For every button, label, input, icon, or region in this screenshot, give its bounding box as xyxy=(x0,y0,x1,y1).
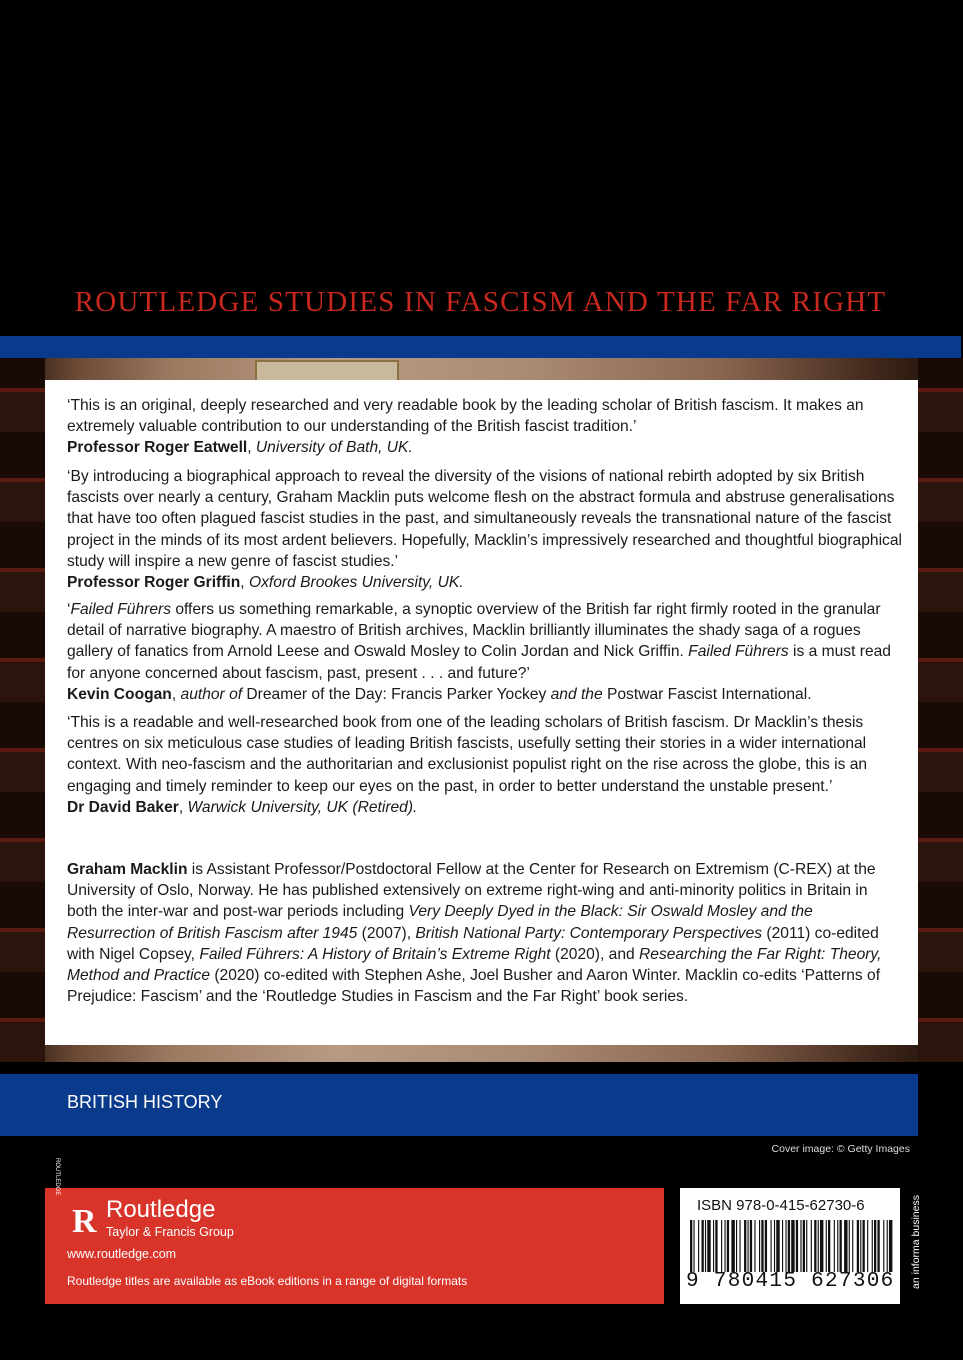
barcode xyxy=(690,1220,890,1272)
barcode-bar xyxy=(754,1220,755,1272)
barcode-bar xyxy=(707,1220,710,1272)
bookshelf-left xyxy=(0,358,45,1062)
barcode-bar xyxy=(844,1220,847,1272)
quote-attribution: Professor Roger Griffin, Oxford Brookes University, UK. xyxy=(67,574,464,592)
barcode-bar xyxy=(705,1220,706,1272)
barcode-bar xyxy=(739,1220,740,1272)
barcode-bar xyxy=(725,1220,726,1272)
barcode-bar xyxy=(803,1220,805,1272)
barcode-bar xyxy=(860,1220,861,1272)
barcode-bar xyxy=(872,1220,873,1272)
barcode-bar xyxy=(852,1220,853,1272)
barcode-bar xyxy=(713,1220,714,1272)
informa-tag xyxy=(906,1188,926,1304)
quote-affiliation: University of Bath, UK. xyxy=(255,439,413,457)
barcode-bar xyxy=(800,1220,801,1272)
barcode-bar xyxy=(698,1220,699,1272)
quote-name: Kevin Coogan xyxy=(67,685,172,703)
barcode-bar xyxy=(721,1220,722,1272)
endorsement-3 xyxy=(67,599,902,705)
barcode-bar xyxy=(693,1220,694,1272)
barcode-bar xyxy=(774,1220,775,1272)
barcode-bar xyxy=(828,1220,830,1272)
quote-attribution: Kevin Coogan, author of Dreamer of the Day: Francis Parker Yockey and the Postwar Fascist International. xyxy=(67,685,812,703)
quote-name: Professor Roger Griffin xyxy=(67,574,241,592)
barcode-bar xyxy=(889,1220,892,1272)
barcode-bar xyxy=(867,1220,868,1272)
barcode-bar xyxy=(840,1220,842,1272)
isbn-label: ISBN 978-0-415-62730-6 xyxy=(697,1197,865,1214)
barcode-bar xyxy=(849,1220,850,1272)
endorsement-4 xyxy=(67,712,902,818)
barcode-bar xyxy=(702,1220,704,1272)
quote-affiliation: Warwick University, UK (Retired). xyxy=(187,798,418,816)
barcode-bar xyxy=(727,1220,729,1272)
svg-text:R: R xyxy=(72,1203,97,1240)
quote-affiliation: Oxford Brookes University, UK. xyxy=(248,574,464,592)
quote-text: ‘By introducing a biographical approach to reveal the diversity of the visions of national rebirth adopted by six British fascists over nearly a century, Graham Macklin puts welcome flesh on the abstract formula and abstruse generalisations that have too often plagued fascist studies in the past, and simultaneously reveals the transnational nature of the fascist project in the minds of its most ardent believers. Hopefully, Macklin’s impressively researched and thoughtful biographical study will inspire a new genre of fascist studies.’ xyxy=(67,468,902,570)
quote-name: Professor Roger Eatwell xyxy=(67,439,248,457)
barcode-bar xyxy=(744,1220,746,1272)
barcode-bar xyxy=(834,1220,835,1272)
barcode-bar xyxy=(820,1220,823,1272)
barcode-bar xyxy=(887,1220,888,1272)
top-blue-band xyxy=(0,336,961,358)
author-name: Graham Macklin xyxy=(67,861,188,878)
barcode-bar xyxy=(791,1220,794,1272)
barcode-bar xyxy=(761,1220,763,1272)
barcode-bar xyxy=(863,1220,865,1272)
barcode-bar xyxy=(750,1220,752,1272)
barcode-bar xyxy=(837,1220,838,1272)
barcode-bar xyxy=(818,1220,819,1272)
barcode-bar xyxy=(759,1220,760,1272)
barcode-bar xyxy=(782,1220,783,1272)
quote-attribution: Professor Roger Eatwell, University of Bath, UK. xyxy=(67,439,413,457)
barcode-bar xyxy=(877,1220,879,1272)
subject-category: BRITISH HISTORY xyxy=(67,1092,223,1112)
barcode-bar xyxy=(806,1220,807,1272)
routledge-logo-icon xyxy=(54,1158,98,1242)
quote-attribution: Dr David Baker, Warwick University, UK (Retired). xyxy=(67,798,418,816)
barcode-bar xyxy=(874,1220,876,1272)
quote-name: Dr David Baker xyxy=(67,798,179,816)
barcode-bar xyxy=(814,1220,816,1272)
barcode-bar xyxy=(765,1220,767,1272)
barcode-bar xyxy=(715,1220,717,1272)
barcode-bar xyxy=(826,1220,827,1272)
barcode-bar xyxy=(811,1220,812,1272)
endorsements-panel xyxy=(45,380,918,1045)
barcode-bar xyxy=(771,1220,772,1272)
informa-text: an informa business xyxy=(910,1195,922,1289)
barcode-bar xyxy=(883,1220,884,1272)
barcode-bar xyxy=(690,1220,692,1272)
quote-text: ‘This is a readable and well-researched book from one of the leading scholars of British fascism. Dr Macklin’s thesis centres on six meticulous case studies of leading British fascists, usefully setting their stories in a wider international context. With neo-fascism and the authoritarian and exclusionist populist right on the rise across the globe, this is an engaging and timely reminder to keep our eyes on the past, in order to better understand the unstable present.’ xyxy=(67,714,868,795)
author-bio: Graham Macklin is Assistant Professor/Postdoctoral Fellow at the Center for Research on Extremism (C-REX) at the University of Oslo, Norway. He has published extensively on extreme right-wing and anti-minority politics in Britain in both the inter-war and post-war periods including Very Deeply Dyed in the Black: Sir Oswald Mosley and the Resurrection of British Fascism after 1945 (2007), British National Party: Contemporary Perspectives (2011) co-edited with Nigel Copsey, Failed Führers: A History of Britain’s Extreme Right (2020), and Researching the Far Right: Theory, Method and Practice (2020) co-edited with Stephen Ashe, Joel Busher and Aaron Winter. Macklin co-edits ‘Patterns of Prejudice: Fascism’ and the ‘Routledge Studies in Fascism and the Far Right’ book series. xyxy=(67,861,882,1006)
endorsement-1 xyxy=(67,395,902,459)
barcode-bar xyxy=(736,1220,737,1272)
quote-text: ‘Failed Führers offers us something remarkable, a synoptic overview of the British far right firmly rooted in the granular detail of narrative biography. A maestro of British archives, Macklin brilliantly illuminates the shady saga of a rogues gallery of fanatics from Arnold Leese and Oswald Mosley to Colin Jordan and Nick Griffin. Failed Führers is a must read for anyone concerned about fascism, past, present . . . and future?’ xyxy=(67,601,891,682)
endorsement-2 xyxy=(67,466,902,593)
bookshelf-right xyxy=(918,358,963,1062)
barcode-bar xyxy=(776,1220,779,1272)
publisher-name: Routledge xyxy=(106,1196,216,1223)
barcode-bar xyxy=(788,1220,790,1272)
barcode-digits: 9 780415 627306 xyxy=(686,1270,895,1293)
ebook-note: Routledge titles are available as eBook editions in a range of digital formats xyxy=(67,1274,468,1288)
barcode-bar xyxy=(731,1220,734,1272)
publisher-group: Taylor & Francis Group xyxy=(106,1225,234,1239)
barcode-bar xyxy=(785,1220,786,1272)
barcode-bar xyxy=(748,1220,749,1272)
svg-text:ROUTLEDGE: ROUTLEDGE xyxy=(54,1158,60,1196)
publisher-url[interactable]: www.routledge.com xyxy=(67,1247,177,1261)
quote-text: ‘This is an original, deeply researched and very readable book by the leading scholar of British fascism. It makes an extremely valuable contribution to our understanding of the British fascist tradition.’ xyxy=(67,397,864,436)
barcode-bar xyxy=(796,1220,798,1272)
series-title: ROUTLEDGE STUDIES IN FASCISM AND THE FAR RIGHT xyxy=(74,286,887,318)
barcode-bar xyxy=(857,1220,859,1272)
cover-credit: Cover image: © Getty Images xyxy=(771,1143,910,1155)
